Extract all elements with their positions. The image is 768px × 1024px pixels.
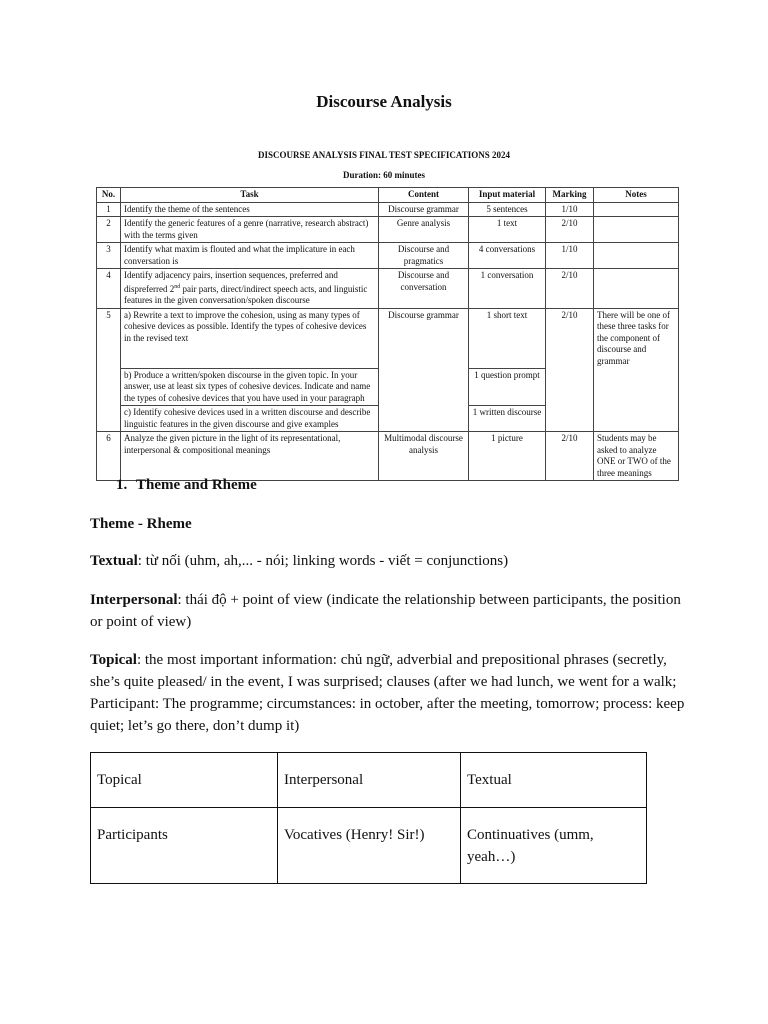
- cell-no: 2: [97, 217, 121, 243]
- cell-notes: There will be one of these three tasks for the component of discourse and grammar: [594, 308, 679, 368]
- topical-label: Topical: [90, 652, 137, 668]
- cell-task: Identify the theme of the sentences: [121, 202, 379, 217]
- theme-table-cell: Vocatives (Henry! Sir!): [278, 808, 461, 884]
- cell-task: c) Identify cohesive devices used in a written discourse and describe linguistic features in the given discourse and give examples: [121, 406, 379, 432]
- interpersonal-text: : thái độ + point of view (indicate the relationship between participants, the position or point of view): [90, 592, 681, 630]
- theme-rheme-heading: Theme - Rheme: [90, 516, 192, 532]
- spec-header-row: [97, 188, 679, 203]
- cell-content: Discourse grammar: [379, 202, 469, 217]
- spec-table: [96, 187, 679, 481]
- topical-paragraph: [90, 649, 690, 737]
- spec-row: [97, 308, 679, 368]
- task-superscript: nd: [174, 283, 181, 290]
- cell-notes: Students may be asked to analyze ONE or TWO of the three meanings: [594, 432, 679, 481]
- cell-content: Discourse grammar: [379, 308, 469, 368]
- spec-row: [97, 406, 679, 432]
- textual-text: : từ nối (uhm, ah,... - nói; linking words - viết = conjunctions): [137, 553, 509, 569]
- textual-label: Textual: [90, 553, 138, 569]
- cell-notes: [594, 202, 679, 217]
- section-heading: [116, 477, 257, 494]
- col-header: No.: [97, 188, 121, 203]
- cell-marking: 1/10: [546, 202, 594, 217]
- cell-input: 1 short text: [469, 308, 546, 368]
- cell-task: a) Rewrite a text to improve the cohesion, using as many types of cohesive devices as possible. Identify the types of cohesive devices in the revised text: [121, 308, 379, 368]
- theme-table-cell: Continuatives (umm, yeah…): [461, 808, 647, 884]
- document-title: Discourse Analysis: [316, 92, 452, 111]
- cell-no: [97, 368, 121, 406]
- cell-task: [121, 269, 379, 309]
- cell-no: 5: [97, 308, 121, 368]
- cell-task: b) Produce a written/spoken discourse in the given topic. In your answer, use at least six types of cohesive devices. Indicate and name the types of cohesive devices that you have used in your paragraph: [121, 368, 379, 406]
- col-header: Marking: [546, 188, 594, 203]
- cell-marking: 1/10: [546, 243, 594, 269]
- cell-notes: [594, 217, 679, 243]
- spec-row: [97, 269, 679, 309]
- theme-table-header: Interpersonal: [278, 753, 461, 808]
- cell-notes: [594, 243, 679, 269]
- theme-table-header: Textual: [461, 753, 647, 808]
- cell-task: Identify the generic features of a genre (narrative, research abstract) with the terms given: [121, 217, 379, 243]
- cell-input: 1 picture: [469, 432, 546, 481]
- cell-content: Multimodal discourse analysis: [379, 432, 469, 481]
- cell-no: [97, 406, 121, 432]
- cell-no: 3: [97, 243, 121, 269]
- spec-heading: DISCOURSE ANALYSIS FINAL TEST SPECIFICATIONS 2024: [258, 150, 510, 160]
- theme-types-table: [90, 752, 647, 884]
- cell-input: 1 text: [469, 217, 546, 243]
- spec-row: [97, 243, 679, 269]
- spec-row: [97, 202, 679, 217]
- cell-notes: [594, 406, 679, 432]
- cell-marking: [546, 368, 594, 406]
- col-header: Input material: [469, 188, 546, 203]
- cell-content: Discourse and conversation: [379, 269, 469, 309]
- col-header: Content: [379, 188, 469, 203]
- cell-task: Identify what maxim is flouted and what the implicature in each conversation is: [121, 243, 379, 269]
- col-header: Task: [121, 188, 379, 203]
- cell-marking: 2/10: [546, 269, 594, 309]
- theme-table-row: [91, 808, 647, 884]
- cell-no: 6: [97, 432, 121, 481]
- cell-marking: 2/10: [546, 217, 594, 243]
- topical-text: : the most important information: chủ ngữ, adverbial and prepositional phrases (secretly, she’s quite pleased/ in the event, I was surprised; clauses (after we had lunch, we went for a walk; Participant: The programme; circumstances: in october, after the meeting, tomorrow; process: keep quiet; let’s go there, don’t dump it): [90, 652, 685, 734]
- cell-no: 4: [97, 269, 121, 309]
- cell-marking: [546, 406, 594, 432]
- theme-table-header-row: [91, 753, 647, 808]
- cell-input: 1 conversation: [469, 269, 546, 309]
- spec-row: [97, 368, 679, 406]
- cell-content: [379, 406, 469, 432]
- spec-row: [97, 432, 679, 481]
- col-header: Notes: [594, 188, 679, 203]
- task-text-pre: Identify adjacency pairs, insertion sequences, preferred and dispreferred 2: [124, 270, 338, 294]
- spec-row: [97, 217, 679, 243]
- cell-content: Genre analysis: [379, 217, 469, 243]
- cell-notes: [594, 269, 679, 309]
- cell-no: 1: [97, 202, 121, 217]
- cell-input: 5 sentences: [469, 202, 546, 217]
- cell-content: Discourse and pragmatics: [379, 243, 469, 269]
- cell-content: [379, 368, 469, 406]
- spec-duration: Duration: 60 minutes: [342, 170, 425, 180]
- cell-notes: [594, 368, 679, 406]
- cell-task: Analyze the given picture in the light of its representational, interpersonal & compositional meanings: [121, 432, 379, 481]
- cell-input: 4 conversations: [469, 243, 546, 269]
- theme-table-header: Topical: [91, 753, 278, 808]
- interpersonal-label: Interpersonal: [90, 592, 178, 608]
- cell-marking: 2/10: [546, 308, 594, 368]
- cell-input: 1 written discourse: [469, 406, 546, 432]
- section-title: Theme and Rheme: [136, 477, 257, 493]
- theme-table-cell: Participants: [91, 808, 278, 884]
- cell-marking: 2/10: [546, 432, 594, 481]
- task-text-post: pair parts, direct/indirect speech acts, and linguistic features in the given conversation/spoken discourse: [124, 283, 368, 305]
- cell-input: 1 question prompt: [469, 368, 546, 406]
- textual-paragraph: [90, 550, 690, 572]
- interpersonal-paragraph: [90, 589, 690, 633]
- section-number: 1.: [116, 477, 128, 493]
